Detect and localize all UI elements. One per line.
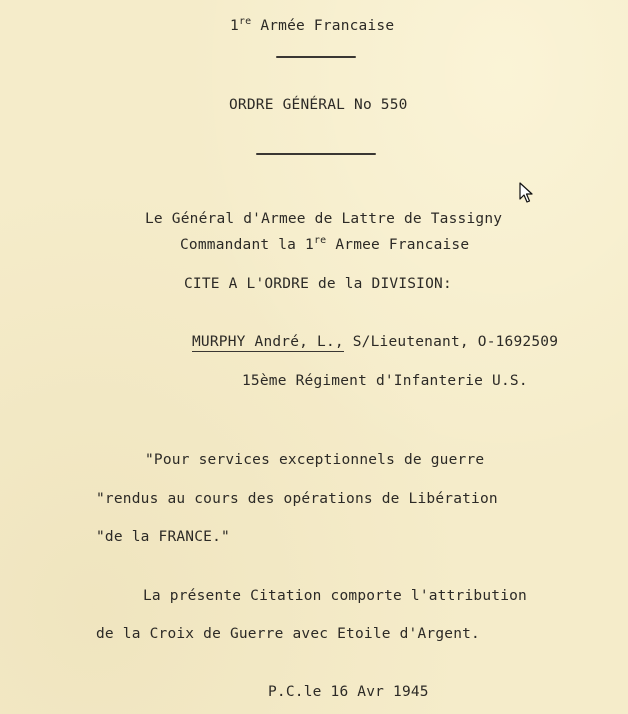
commandant-superscript: re [313, 235, 327, 246]
award-line-2: de la Croix de Guerre avec Etoile d'Argent. [96, 626, 480, 642]
citation-line-3: "de la FRANCE." [96, 529, 230, 545]
place-date: P.C.le 16 Avr 1945 [268, 684, 429, 700]
intro-line-cite: CITE A L'ORDRE de la DIVISION: [184, 276, 452, 292]
citation-line-1: "Pour services exceptionnels de guerre [145, 452, 485, 468]
header-rule-bottom [256, 153, 376, 155]
intro-line-general: Le Général d'Armee de Lattre de Tassigny [145, 211, 503, 227]
commandant-suffix: Armee Francaise [326, 237, 470, 253]
order-title: ORDRE GÉNÉRAL No 550 [229, 97, 408, 113]
citation-line-2: "rendus au cours des opérations de Libération [96, 491, 498, 507]
army-heading [230, 17, 394, 35]
commandant-prefix: Commandant la 1 [180, 237, 314, 253]
award-line-1: La présente Citation comporte l'attribution [143, 588, 527, 604]
recipient-rank: S/Lieutenant, O-1692509 [343, 334, 559, 350]
mouse-pointer-icon [519, 182, 535, 204]
intro-line-commandant [180, 236, 469, 254]
army-name: Armée Francaise [251, 18, 395, 34]
recipient-regiment: 15ème Régiment d'Infanterie U.S. [242, 373, 528, 389]
army-number: 1 [230, 18, 239, 34]
recipient-line [192, 333, 558, 351]
recipient-name: MURPHY André, L., [192, 334, 344, 350]
army-superscript: re [238, 16, 252, 27]
header-rule-top [276, 56, 356, 58]
